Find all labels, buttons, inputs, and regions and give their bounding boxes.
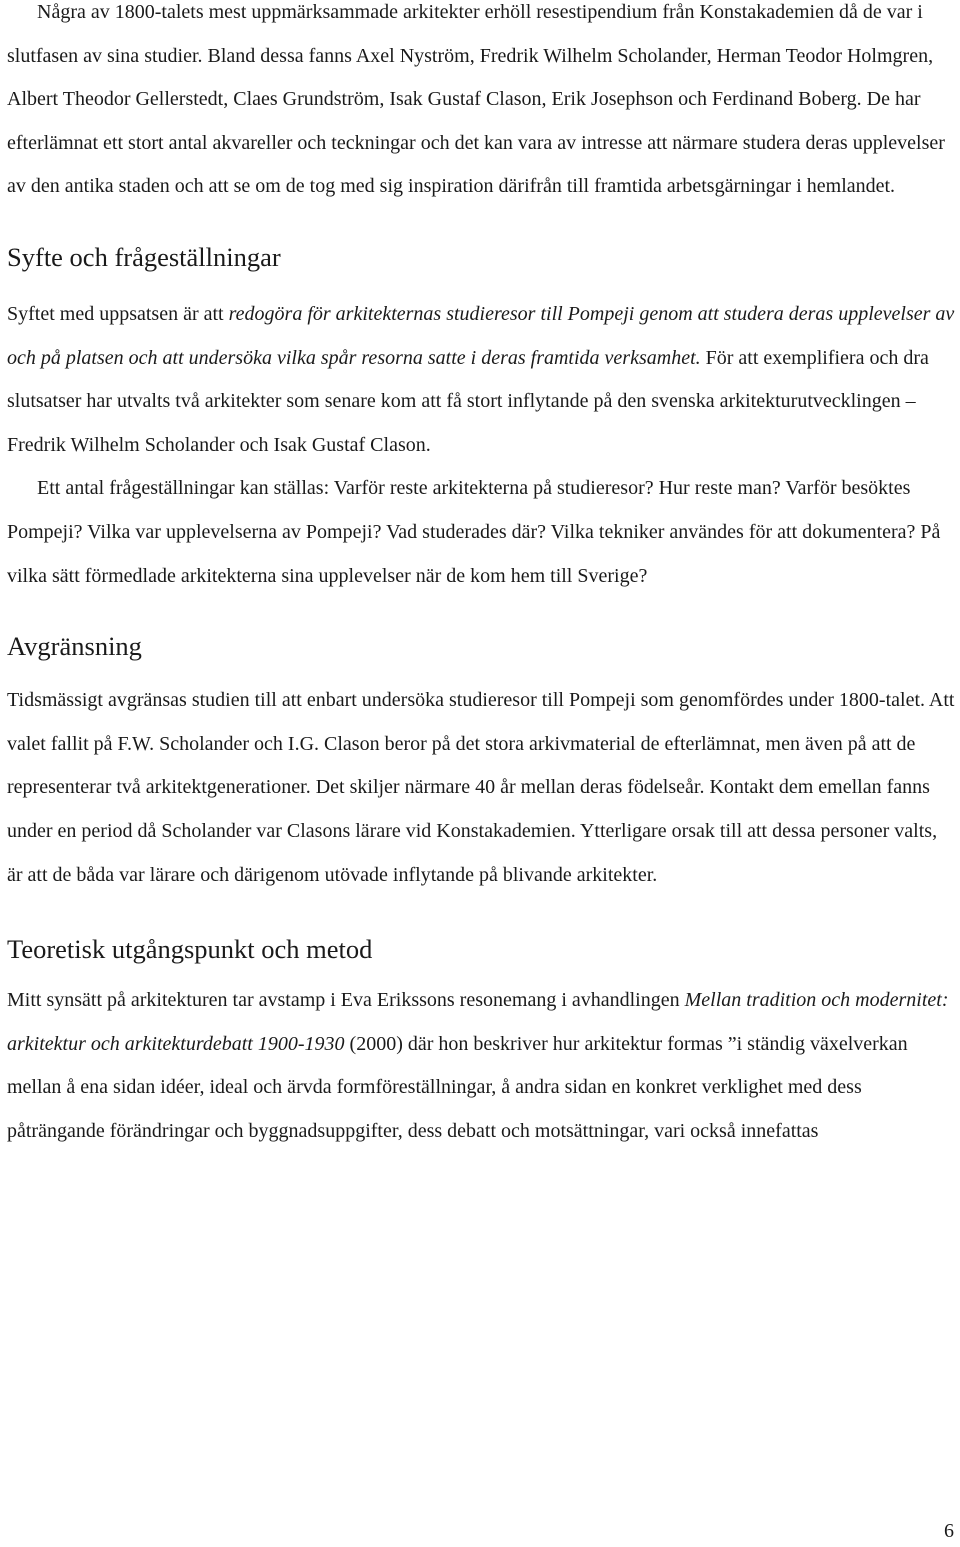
heading-syfte: Syfte och frågeställningar: [7, 241, 281, 272]
document-page: [7, 0, 957, 1153]
heading-teori: Teoretisk utgångspunkt och metod: [7, 934, 373, 965]
syfte-tail-text: För att exemplifiera och dra slutsatser har utvalts två arkitekter som senare kom att få stort inflytande på den svenska arkitekturutvecklingen – Fredrik Wilhelm Scholander och Isak Gustaf Clason.: [7, 346, 929, 456]
intro-paragraph: Några av 1800-talets mest uppmärksammade arkitekter erhöll resestipendium från Konstakademien då de var i slutfasen av sina studier. Bland dessa fanns Axel Nyström, Fredrik Wilhelm Scholander, Herman Teodor Holmgren, Albert Theodor Gellerstedt, Claes Grundström, Isak Gustaf Clason, Erik Josephson och Ferdinand Boberg. De har efterlämnat ett stort antal akvareller och teckningar och det kan vara av intresse att närmare studera deras upplevelser av den antika staden och att se om de tog med sig inspiration därifrån till framtida arbetsgärningar i hemlandet.: [7, 1, 945, 198]
teori-tail-text: (2000) där hon beskriver hur arkitektur formas ”i ständig växelverkan mellan å ena sidan idéer, ideal och ärvda formföreställningar, å andra sidan en konkret verklighet med dess påträngande förändringar och byggnadsuppgifter, dess debatt och motsättningar, vari också innefattas: [7, 1032, 908, 1142]
teori-lead-text: Mitt synsätt på arkitekturen tar avstamp i Eva Erikssons resonemang i avhandlingen: [7, 989, 685, 1012]
syfte-paragraph-2: Ett antal frågeställningar kan ställas: Varför reste arkitekterna på studieresor? Hur reste man? Varför besöktes Pompeji? Vilka var upplevelserna av Pompeji? Vad studerades där? Vilka tekniker användes för att dokumentera? På vilka sätt förmedlade arkitekterna sina upplevelser när de kom hem till Sverige?: [7, 477, 941, 587]
avgransning-paragraph: Tidsmässigt avgränsas studien till att enbart undersöka studieresor till Pompeji som genomfördes under 1800-talet. Att valet fallit på F.W. Scholander och I.G. Clason beror på det stora arkivmaterial de efterlämnat, men även på att de representerar två arkitektgenerationer. Det skiljer närmare 40 år mellan deras födelseår. Kontakt dem emellan fanns under en period då Scholander var Clasons lärare vid Konstakademien. Ytterligare orsak till att dessa personer valts, är att de båda var lärare och därigenom utövade inflytande på blivande arkitekter.: [7, 689, 955, 886]
syfte-paragraph-1: [7, 293, 957, 467]
teori-paragraph: [7, 979, 957, 1153]
syfte-italic-text: redogöra för arkitekternas studieresor till Pompeji genom att studera deras upplevelser av och på platsen och att undersöka vilka spår resorna satte i deras framtida verksamhet.: [7, 302, 955, 369]
syfte-lead-text: Syftet med uppsatsen är att: [7, 302, 229, 325]
page-number: 6: [944, 1520, 954, 1542]
teori-book-title: Mellan tradition och modernitet: arkitektur och arkitekturdebatt 1900-1930: [7, 989, 949, 1055]
heading-avgransning: Avgränsning: [7, 631, 142, 662]
